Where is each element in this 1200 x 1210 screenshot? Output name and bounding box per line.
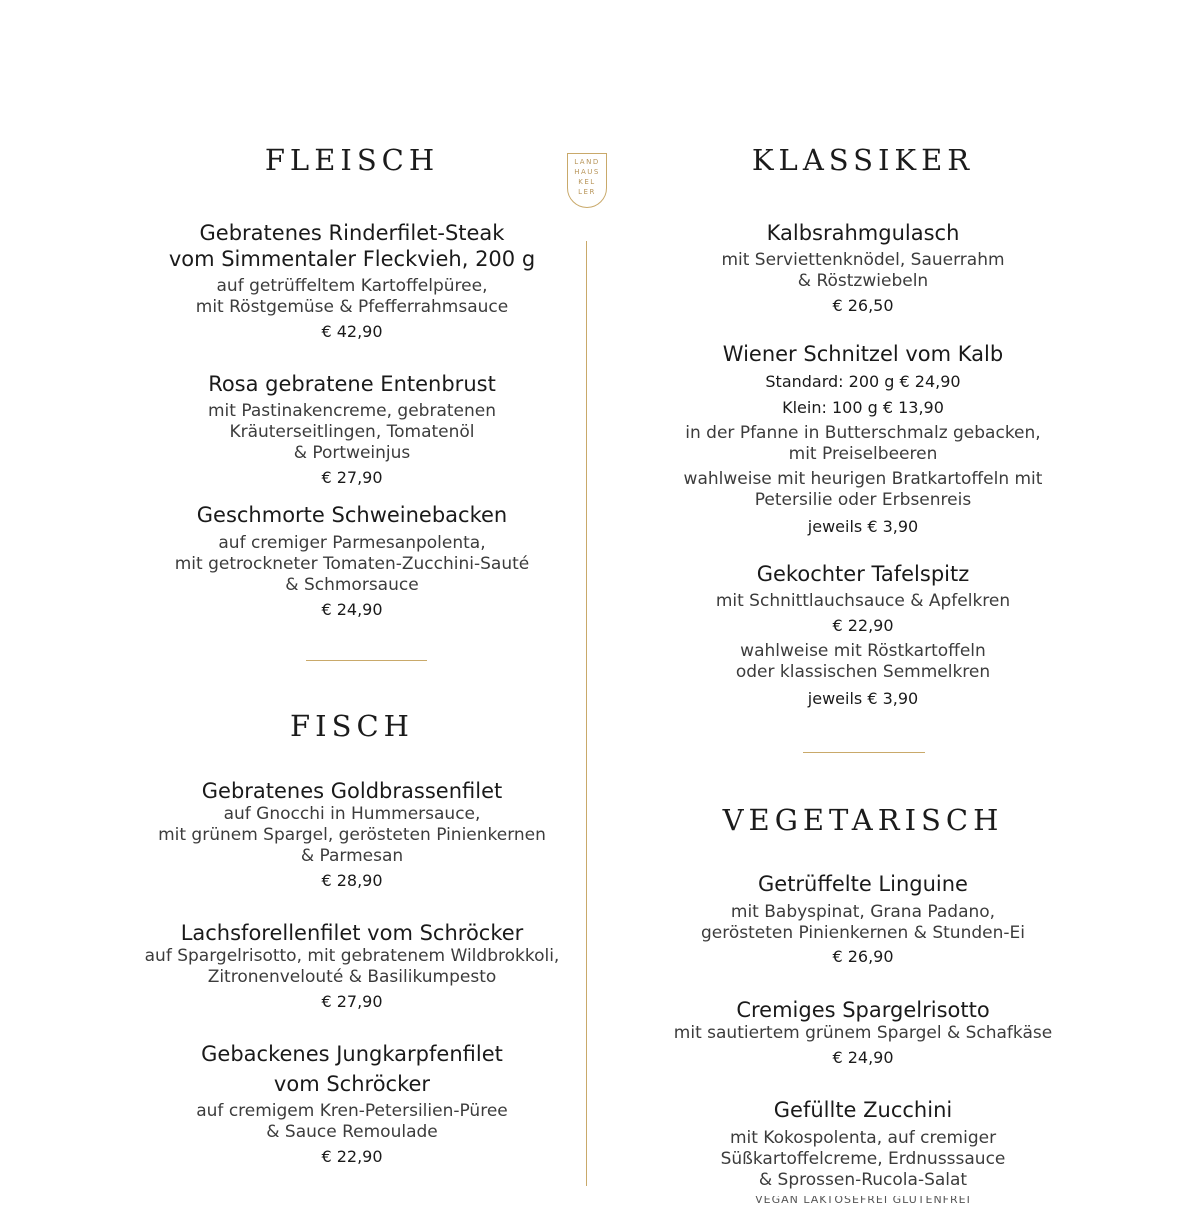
cut-off-footnote-wrap xyxy=(660,1196,1066,1210)
dish-name: vom Schröcker xyxy=(273,1072,431,1096)
dish-price: € 24,90 xyxy=(832,1048,894,1067)
dish-description: Süßkartoffelcreme, Erdnusssauce xyxy=(720,1149,1006,1169)
dish-description: Zitronenvelouté & Basilikumpesto xyxy=(207,967,497,987)
dish-description: mit Babyspinat, Grana Padano, xyxy=(730,902,996,922)
section-heading-fleisch: FLEISCH xyxy=(264,143,440,177)
dish-name: Gebratenes Goldbrassenfilet xyxy=(201,779,503,803)
section-heading-vegetarisch: VEGETARISCH xyxy=(722,803,1004,837)
dish-description: mit sautiertem grünem Spargel & Schafkäse xyxy=(673,1023,1053,1043)
dish-description: & Sprossen-Rucola-Salat xyxy=(758,1170,968,1190)
dish-name: Gefüllte Zucchini xyxy=(773,1098,953,1122)
dish-name: Getrüffelte Linguine xyxy=(758,872,968,896)
dish-description: & Röstzwiebeln xyxy=(797,271,929,291)
section-divider xyxy=(306,660,427,661)
dish-price: € 26,50 xyxy=(832,296,894,315)
dish-description: auf Spargelrisotto, mit gebratenem Wildbrokkoli, xyxy=(144,946,560,966)
dish-price: € 28,90 xyxy=(321,871,383,890)
dish-option: wahlweise mit Röstkartoffeln xyxy=(740,641,986,661)
dish-name: vom Simmentaler Fleckvieh, 200 g xyxy=(168,247,536,271)
dish-description: mit getrockneter Tomaten-Zucchini-Sauté xyxy=(174,554,530,574)
section-heading-fisch: FISCH xyxy=(290,709,414,743)
section-heading-klassiker: KLASSIKER xyxy=(751,143,975,177)
dish-description: mit Preiselbeeren xyxy=(788,444,938,464)
dish-description: mit Pastinakencreme, gebratenen xyxy=(208,401,496,421)
dish-name: Rosa gebratene Entenbrust xyxy=(208,372,496,396)
dish-name: Gebackenes Jungkarpfenfilet xyxy=(201,1042,503,1066)
dish-description: gerösteten Pinienkernen & Stunden-Ei xyxy=(701,923,1025,943)
dish-description: & Schmorsauce xyxy=(285,575,419,595)
dish-diet-footnote: VEGAN LAKTOSEFREI GLUTENFREI xyxy=(755,1196,971,1206)
dish-price: € 27,90 xyxy=(321,468,383,487)
dish-name: Geschmorte Schweinebacken xyxy=(196,503,508,527)
logo-line: LAND xyxy=(574,158,600,166)
dish-name: Lachsforellenfilet vom Schröcker xyxy=(180,921,524,945)
dish-price: € 26,90 xyxy=(832,947,894,966)
dish-price: € 27,90 xyxy=(321,992,383,1011)
dish-price-standard: Standard: 200 g € 24,90 xyxy=(765,372,961,391)
dish-name: Cremiges Spargelrisotto xyxy=(736,998,990,1022)
dish-description: mit Kokospolenta, auf cremiger xyxy=(729,1128,997,1148)
dish-name: Kalbsrahmgulasch xyxy=(766,221,960,245)
dish-description: & Portweinjus xyxy=(293,443,411,463)
dish-description: & Parmesan xyxy=(300,846,404,866)
dish-description: auf cremiger Parmesanpolenta, xyxy=(218,533,486,553)
logo-line: KEL xyxy=(578,178,596,186)
dish-price-klein: Klein: 100 g € 13,90 xyxy=(782,398,944,417)
dish-description: in der Pfanne in Butterschmalz gebacken, xyxy=(685,423,1041,443)
dish-option: Petersilie oder Erbsenreis xyxy=(754,490,972,510)
dish-name: Wiener Schnitzel vom Kalb xyxy=(722,342,1004,366)
dish-price: € 24,90 xyxy=(321,600,383,619)
dish-description: mit Serviettenknödel, Sauerrahm xyxy=(721,250,1005,270)
dish-description: mit Röstgemüse & Pfefferrahmsauce xyxy=(195,297,509,317)
dish-description: auf Gnocchi in Hummersauce, xyxy=(223,804,481,824)
dish-description: auf getrüffeltem Kartoffelpüree, xyxy=(216,276,488,296)
dish-name: Gebratenes Rinderfilet-Steak xyxy=(199,221,505,245)
dish-price: € 22,90 xyxy=(321,1147,383,1166)
dish-price: € 42,90 xyxy=(321,322,383,341)
logo-line: LER xyxy=(578,188,596,196)
dish-description: mit Schnittlauchsauce & Apfelkren xyxy=(715,591,1011,611)
logo-line: HAUS xyxy=(574,168,600,176)
dish-option-price: jeweils € 3,90 xyxy=(807,517,919,536)
dish-option: wahlweise mit heurigen Bratkartoffeln mit xyxy=(683,469,1043,489)
section-divider xyxy=(803,752,925,753)
dish-option: oder klassischen Semmelkren xyxy=(735,662,991,682)
dish-description: & Sauce Remoulade xyxy=(266,1122,438,1142)
dish-description: auf cremigem Kren-Petersilien-Püree xyxy=(196,1101,508,1121)
dish-price: € 22,90 xyxy=(832,616,894,635)
column-divider xyxy=(586,241,587,1186)
dish-name: Gekochter Tafelspitz xyxy=(756,562,970,586)
dish-option-price: jeweils € 3,90 xyxy=(807,689,919,708)
dish-description: mit grünem Spargel, gerösteten Pinienkernen xyxy=(158,825,546,845)
dish-description: Kräuterseitlingen, Tomatenöl xyxy=(229,422,475,442)
